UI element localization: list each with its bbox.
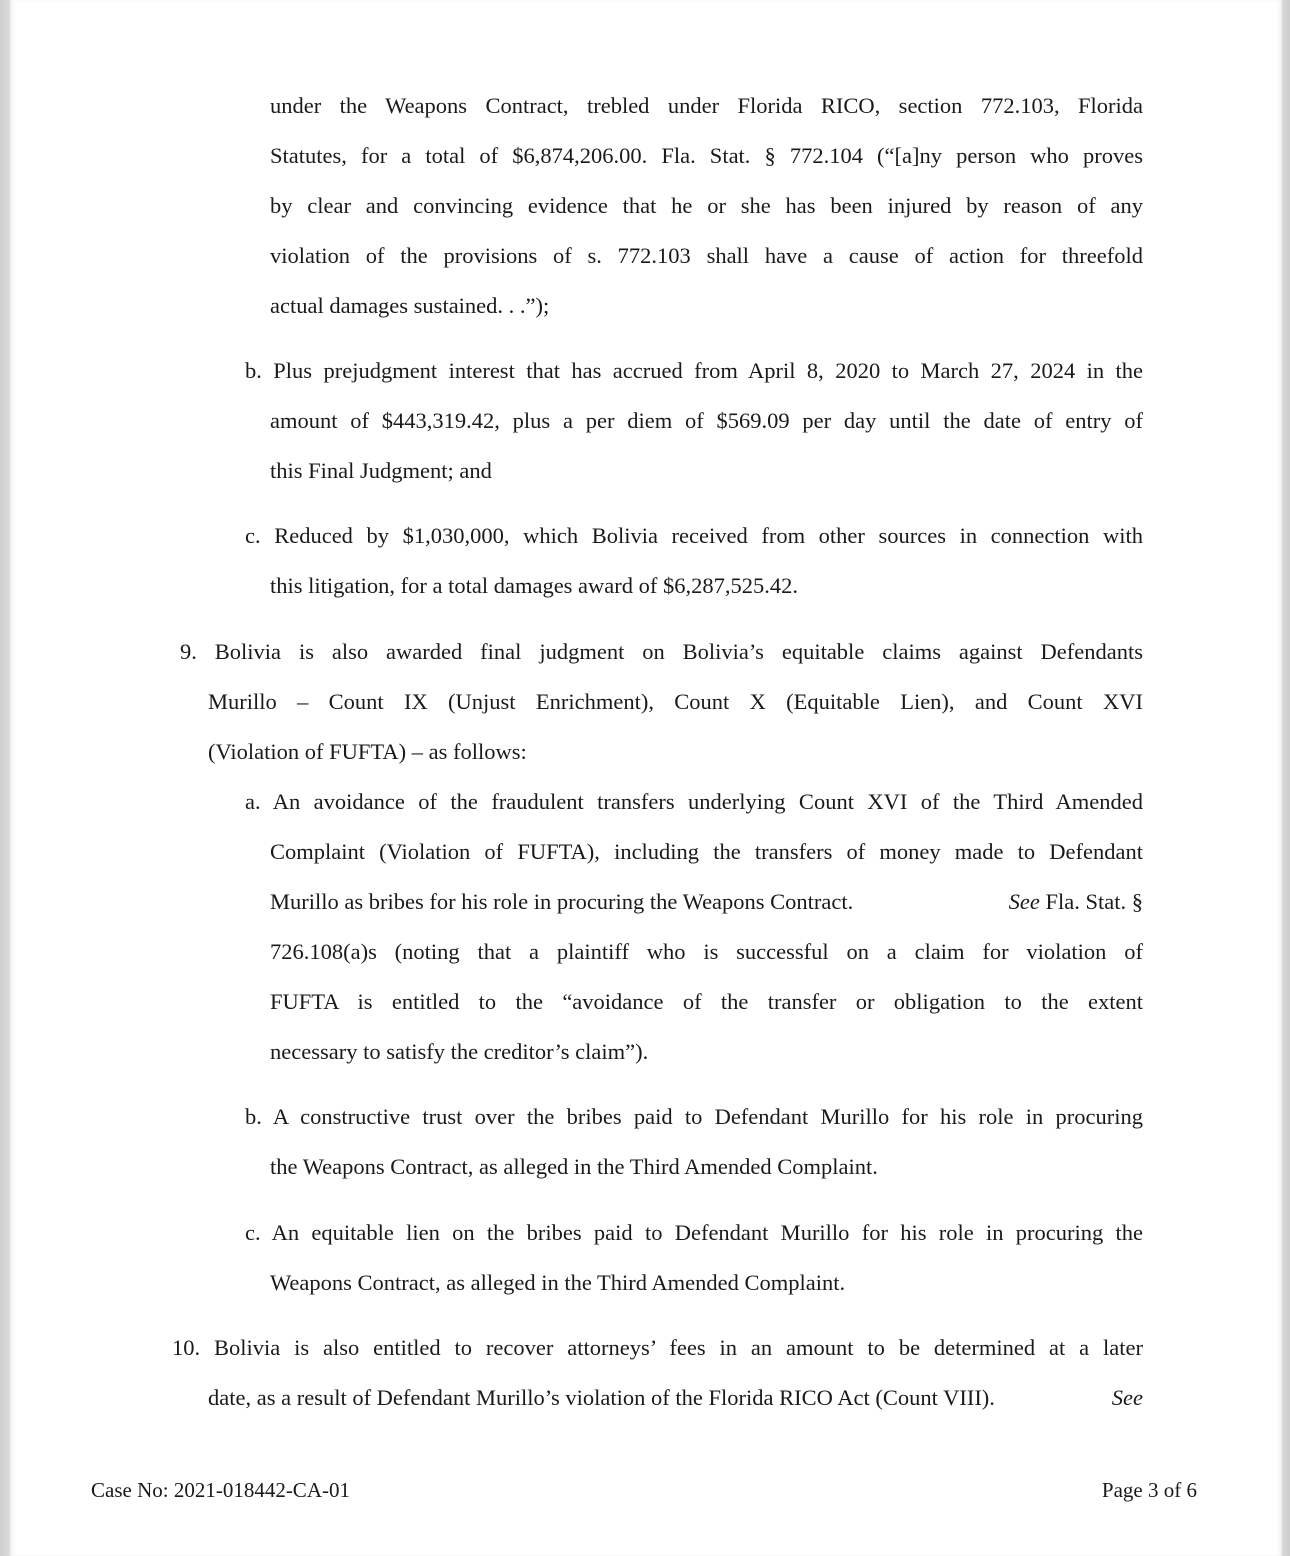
text-line: 10. Bolivia is also entitled to recover attorneys’ fees in an amount to be determined at a later bbox=[172, 1335, 1143, 1360]
text-line: actual damages sustained. . .”); bbox=[270, 293, 550, 318]
statute-reference: Fla. Stat. § bbox=[1045, 889, 1143, 914]
page-indicator: Page 3 of 6 bbox=[1101, 1478, 1197, 1502]
text-line: (Violation of FUFTA) – as follows: bbox=[208, 739, 527, 764]
text-line: under the Weapons Contract, trebled under Florida RICO, section 772.103, Florida bbox=[270, 93, 1143, 118]
text-line: the Weapons Contract, as alleged in the Third Amended Complaint. bbox=[270, 1154, 878, 1179]
document-page bbox=[10, 0, 1282, 1556]
text-line: 9. Bolivia is also awarded final judgment on Bolivia’s equitable claims against Defendants bbox=[180, 639, 1143, 664]
text-line: violation of the provisions of s. 772.103 shall have a cause of action for threefold bbox=[270, 243, 1143, 268]
text-line: Complaint (Violation of FUFTA), including the transfers of money made to Defendant bbox=[270, 839, 1143, 864]
text-segment: date, as a result of Defendant Murillo’s violation of the Florida RICO Act (Count VIII). bbox=[208, 1385, 995, 1410]
text-line: c. An equitable lien on the bribes paid to Defendant Murillo for his role in procuring the bbox=[245, 1220, 1143, 1245]
text-line: a. An avoidance of the fraudulent transfers underlying Count XVI of the Third Amended bbox=[245, 789, 1143, 814]
text-line: Weapons Contract, as alleged in the Third Amended Complaint. bbox=[270, 1270, 846, 1295]
text-line: b. Plus prejudgment interest that has accrued from April 8, 2020 to March 27, 2024 in the bbox=[245, 358, 1143, 383]
text-line: by clear and convincing evidence that he or she has been injured by reason of any bbox=[270, 193, 1143, 218]
text-line: Statutes, for a total of $6,874,206.00. Fla. Stat. § 772.104 (“[a]ny person who proves bbox=[270, 143, 1143, 168]
text-line: necessary to satisfy the creditor’s claim”). bbox=[270, 1039, 649, 1064]
text-line-with-citation bbox=[208, 1385, 1143, 1411]
text-line: 726.108(a)s (noting that a plaintiff who is successful on a claim for violation of bbox=[270, 939, 1143, 964]
text-segment: Murillo as bribes for his role in procuring the Weapons Contract. bbox=[270, 889, 854, 914]
text-line: Murillo – Count IX (Unjust Enrichment), Count X (Equitable Lien), and Count XVI bbox=[208, 689, 1143, 714]
viewer-right-gutter bbox=[1282, 0, 1290, 1556]
text-line: amount of $443,319.42, plus a per diem of $569.09 per day until the date of entry of bbox=[270, 408, 1143, 433]
text-line: this Final Judgment; and bbox=[270, 458, 492, 483]
viewer-left-gutter bbox=[0, 0, 10, 1556]
text-line: b. A constructive trust over the bribes paid to Defendant Murillo for his role in procuring bbox=[245, 1104, 1143, 1129]
case-number: Case No: 2021-018442-CA-01 bbox=[91, 1478, 350, 1502]
see-signal: See bbox=[1111, 1385, 1143, 1410]
text-line: FUFTA is entitled to the “avoidance of the transfer or obligation to the extent bbox=[270, 989, 1143, 1014]
text-line: c. Reduced by $1,030,000, which Bolivia received from other sources in connection with bbox=[245, 523, 1143, 548]
text-line-with-citation bbox=[270, 889, 1143, 915]
see-signal: See bbox=[1008, 889, 1040, 914]
citation bbox=[1009, 889, 1143, 915]
text-line: this litigation, for a total damages award of $6,287,525.42. bbox=[270, 573, 799, 598]
